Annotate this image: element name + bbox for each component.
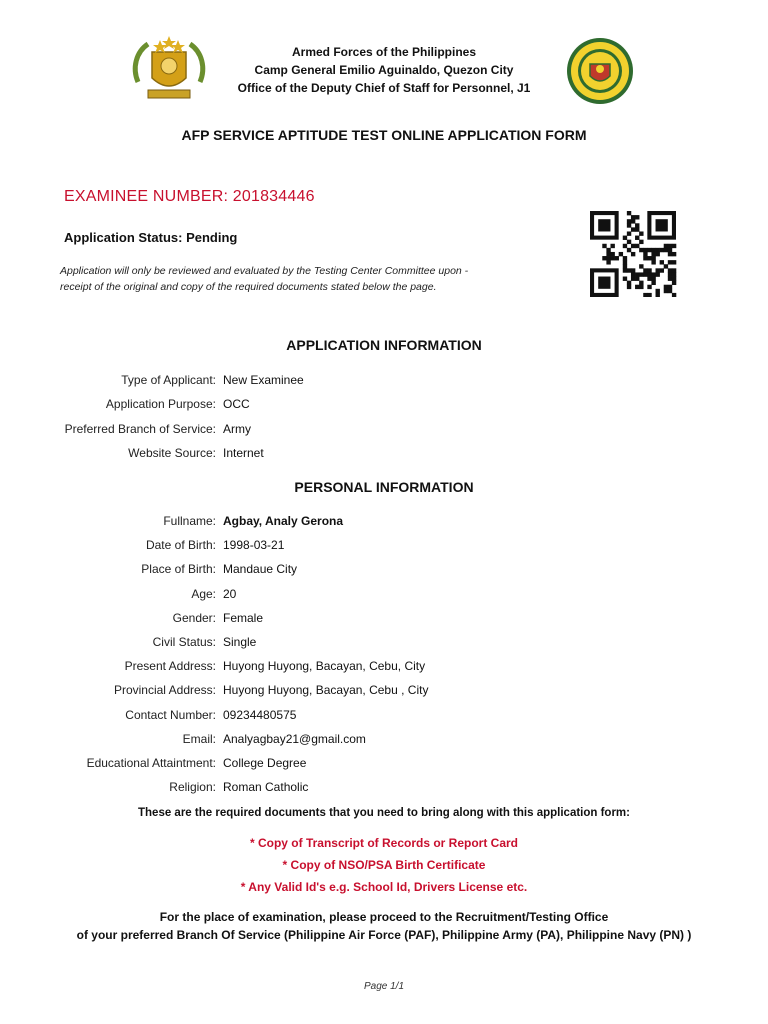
field-value: 20 — [223, 586, 237, 601]
field-row — [0, 444, 768, 462]
application-info-title: APPLICATION INFORMATION — [286, 337, 482, 353]
review-note-line-1: Application will only be reviewed and evaluated by the Testing Center Committee upon - — [60, 265, 469, 277]
field-row — [0, 609, 768, 627]
field-value: 09234480575 — [223, 707, 297, 722]
field-label: Gender: — [172, 610, 216, 625]
field-row — [0, 536, 768, 554]
header-line-1: Armed Forces of the Philippines — [291, 45, 477, 59]
field-row — [0, 778, 768, 796]
field-label: Website Source: — [128, 445, 216, 460]
field-label: Educational Attaintment: — [86, 756, 216, 770]
field-row — [0, 560, 768, 578]
field-row — [0, 420, 768, 438]
field-value: 1998-03-21 — [223, 538, 285, 553]
field-value: Army — [223, 421, 251, 436]
field-label: Preferred Branch of Service: — [64, 421, 216, 436]
j1-seal-logo — [565, 36, 635, 106]
application-status — [64, 230, 237, 245]
field-label: Application Purpose: — [105, 397, 216, 412]
field-value: Mandaue City — [223, 562, 298, 577]
field-value: College Degree — [223, 756, 307, 770]
field-label: Age: — [191, 586, 216, 601]
application-status-label: Application Status: — [64, 230, 183, 245]
field-row — [0, 395, 768, 413]
agency-header — [170, 43, 598, 97]
requirement-item: * Copy of Transcript of Records or Report Card — [249, 836, 519, 850]
field-label: Type of Applicant: — [121, 373, 216, 387]
field-row — [0, 512, 768, 530]
field-label: Fullname: — [163, 514, 216, 528]
field-label: Provincial Address: — [113, 683, 216, 698]
examinee-number-value: 201834446 — [232, 188, 315, 205]
requirements-title: These are the required documents that you need to bring along with this application form: — [138, 807, 630, 819]
application-status-value: Pending — [186, 230, 238, 245]
field-label: Present Address: — [124, 659, 216, 674]
field-label: Email: — [182, 731, 216, 746]
field-value: Huyong Huyong, Bacayan, Cebu , City — [223, 683, 429, 698]
field-row — [0, 730, 768, 748]
header-line-2: Camp General Emilio Aguinaldo, Quezon City — [254, 63, 514, 77]
requirement-item: * Any Valid Id's e.g. School Id, Drivers License etc. — [240, 880, 528, 894]
exam-place-line-1: For the place of examination, please proceed to the Recruitment/Testing Office — [159, 910, 609, 924]
field-value: New Examinee — [223, 373, 304, 387]
field-value: Female — [223, 610, 264, 625]
field-label: Religion: — [169, 780, 216, 795]
header-line-3: Office of the Deputy Chief of Staff for Personnel, J1 — [237, 81, 531, 95]
examinee-number — [64, 188, 315, 206]
field-label: Place of Birth: — [141, 562, 216, 577]
review-note — [60, 263, 530, 295]
field-value: Roman Catholic — [223, 780, 309, 795]
field-label: Contact Number: — [125, 707, 216, 722]
requirement-item: * Copy of NSO/PSA Birth Certificate — [282, 858, 486, 872]
field-value: OCC — [223, 397, 250, 412]
qr-code-icon — [588, 211, 678, 297]
field-value: Huyong Huyong, Bacayan, Cebu, City — [223, 659, 426, 674]
field-value: Agbay, Analy Gerona — [223, 514, 344, 528]
field-value: Analyagbay21@gmail.com — [223, 731, 366, 746]
form-title: AFP SERVICE APTITUDE TEST ONLINE APPLICATION FORM — [181, 127, 587, 143]
field-label: Civil Status: — [152, 635, 216, 649]
field-row — [0, 681, 768, 699]
field-row — [0, 754, 768, 772]
field-row — [0, 706, 768, 724]
review-note-line-2: receipt of the original and copy of the required documents stated below the page. — [60, 281, 437, 293]
examinee-number-label: EXAMINEE NUMBER: — [64, 188, 229, 205]
page-number: Page 1/1 — [363, 981, 405, 992]
field-row — [0, 585, 768, 603]
field-row — [0, 371, 768, 389]
field-value: Internet — [223, 445, 264, 460]
personal-info-title: PERSONAL INFORMATION — [294, 479, 474, 495]
exam-place-line-2: of your preferred Branch Of Service (Philippine Air Force (PAF), Philippine Army (PA), Philippine Navy (PN) ) — [76, 928, 692, 942]
field-value: Single — [223, 635, 257, 649]
field-label: Date of Birth: — [145, 538, 216, 553]
field-row — [0, 657, 768, 675]
field-row — [0, 633, 768, 651]
